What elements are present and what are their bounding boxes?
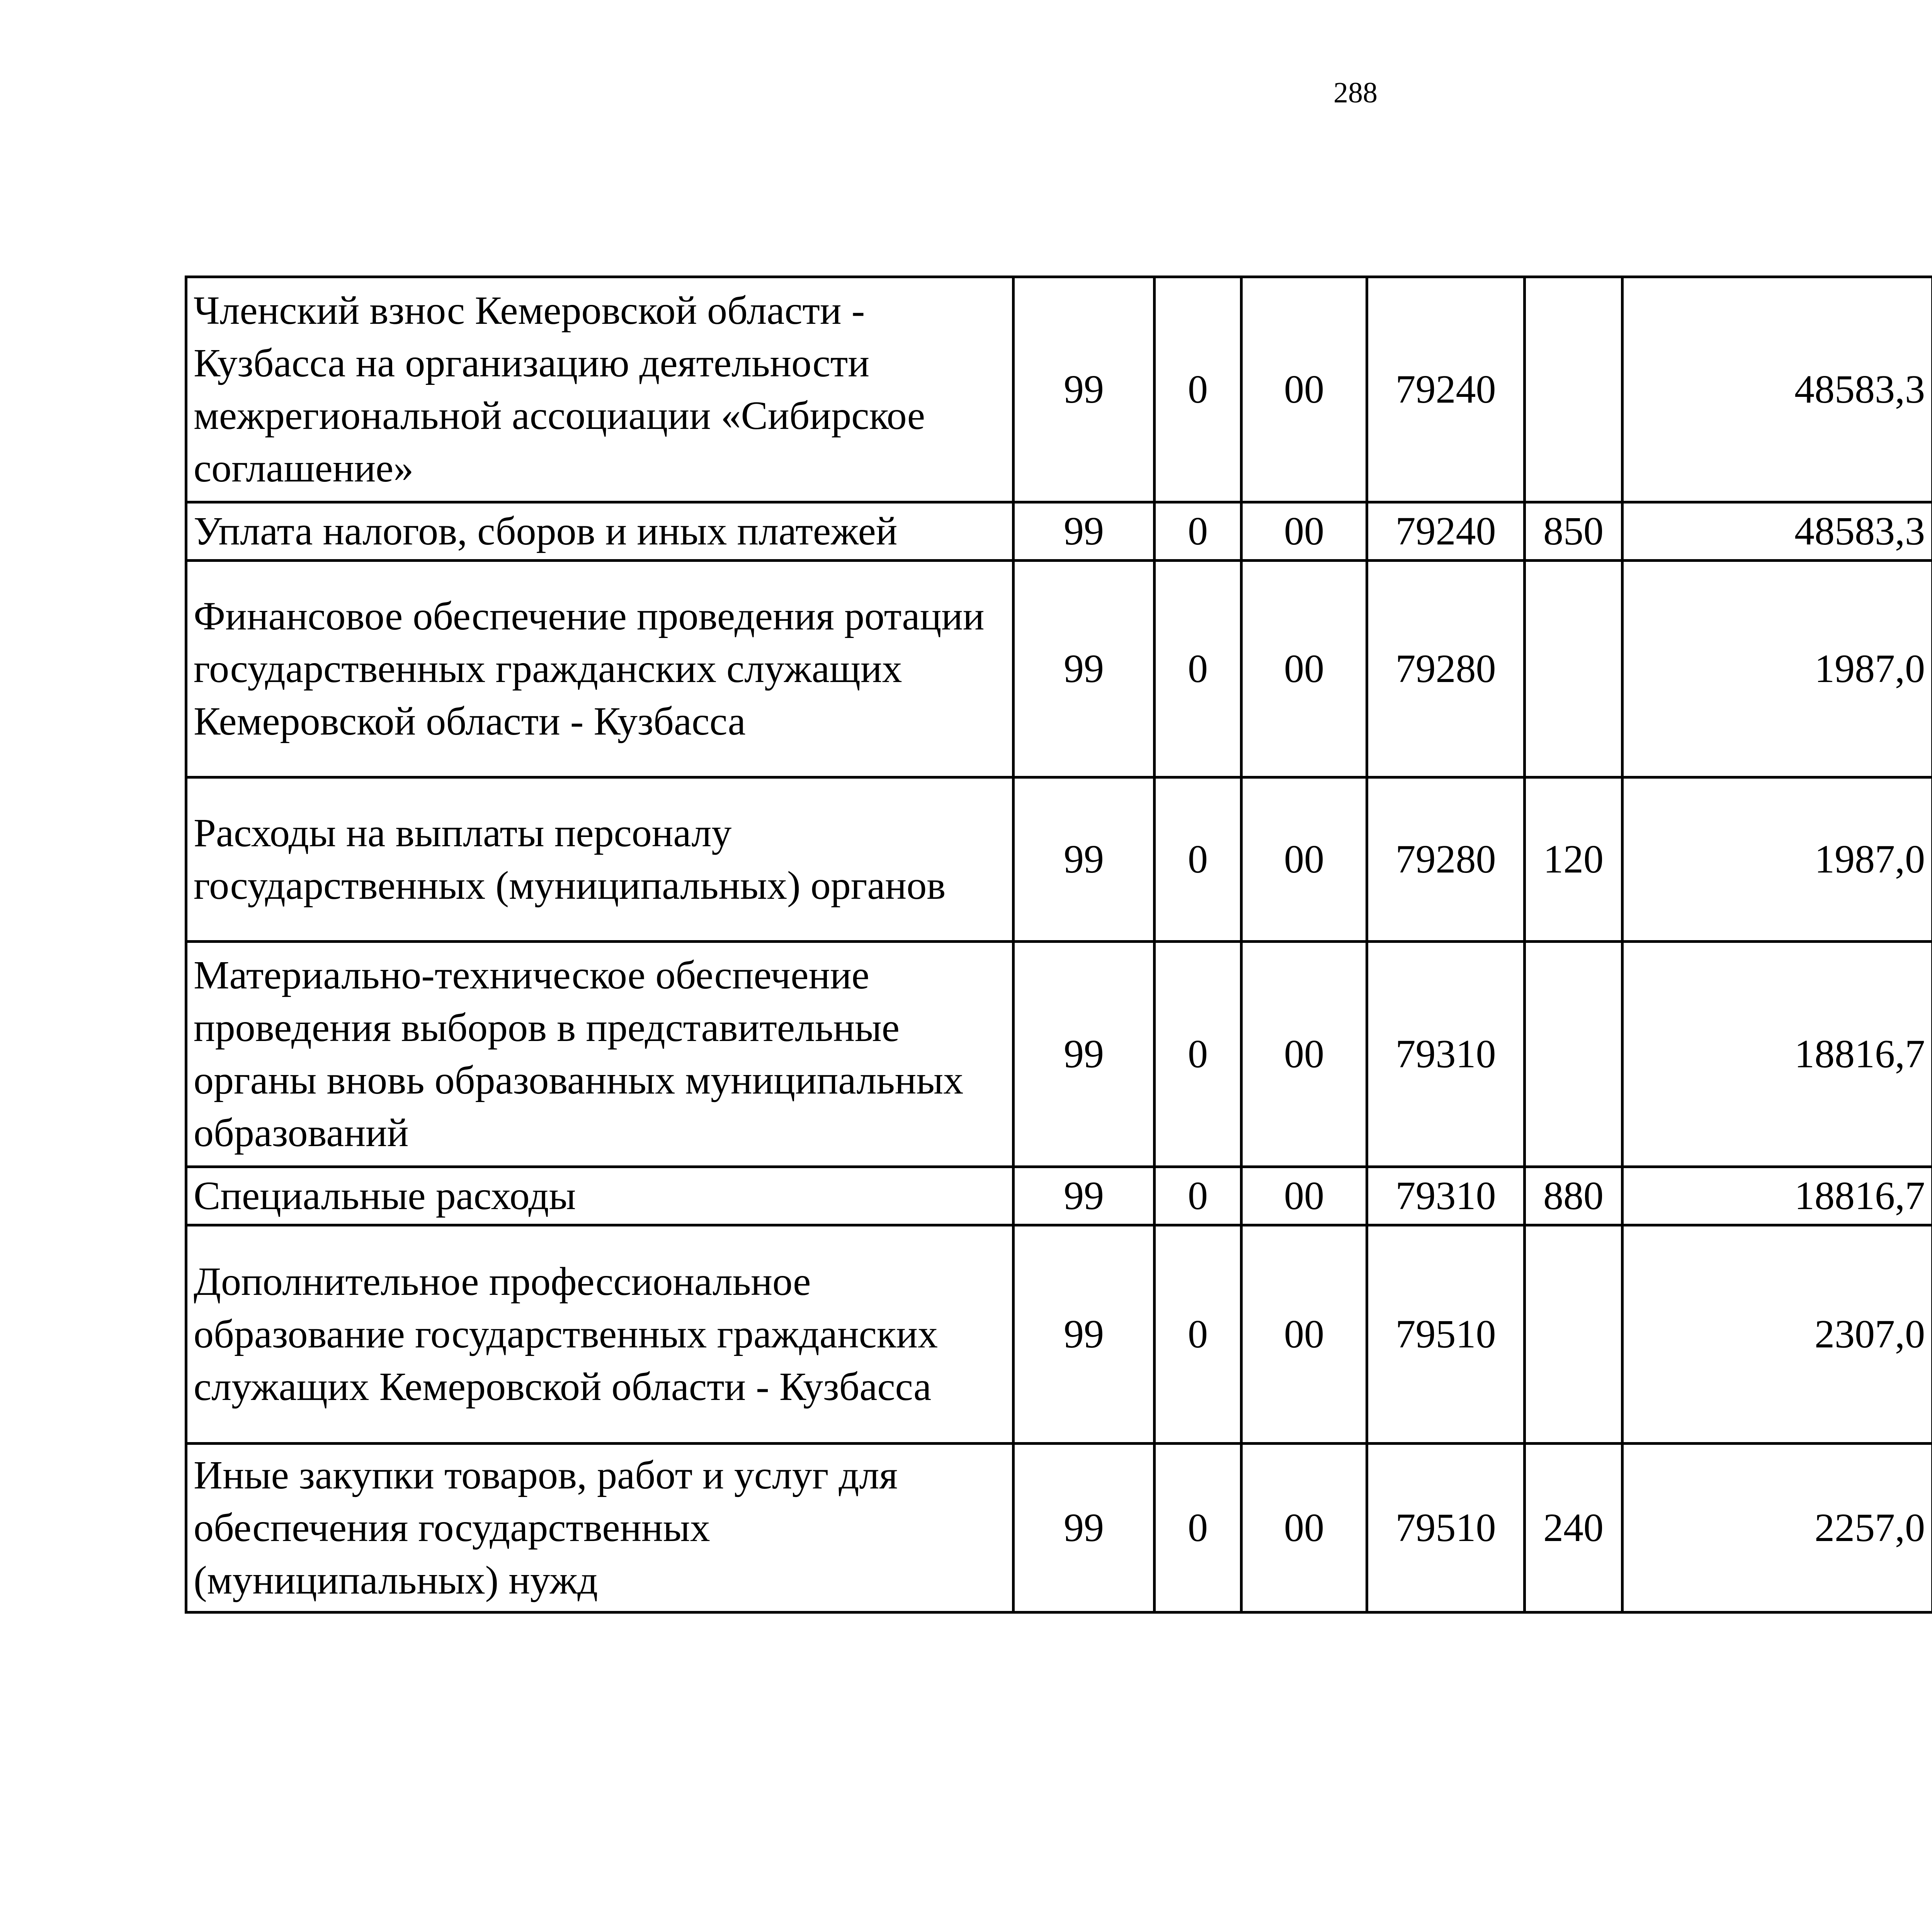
row-name: Финансовое обеспечение проведения ротации государственных гражданских служащих Кемеровской области - Кузбасса	[186, 561, 1014, 777]
direction-code: 00	[1242, 502, 1367, 561]
expense-type	[1525, 942, 1622, 1167]
expense-code: 79310	[1367, 1167, 1525, 1225]
direction-code: 00	[1242, 1225, 1367, 1444]
table-row	[186, 942, 1932, 1167]
expense-code: 79510	[1367, 1225, 1525, 1444]
row-name: Расходы на выплаты персоналу государственных (муниципальных) органов	[186, 777, 1014, 942]
subprogram-code: 0	[1155, 277, 1242, 502]
program-code: 99	[1014, 1444, 1155, 1613]
table-row	[186, 561, 1932, 777]
direction-code: 00	[1242, 277, 1367, 502]
program-code: 99	[1014, 502, 1155, 561]
direction-code: 00	[1242, 561, 1367, 777]
expense-code: 79240	[1367, 502, 1525, 561]
expense-code: 79310	[1367, 942, 1525, 1167]
amount-1: 2307,0	[1622, 1225, 1932, 1444]
table-row	[186, 777, 1932, 942]
amount-1: 18816,7	[1622, 1167, 1932, 1225]
expense-type	[1525, 1225, 1622, 1444]
amount-1: 48583,3	[1622, 277, 1932, 502]
row-name: Материально-техническое обеспечение проведения выборов в представительные органы вновь образованных муниципальных образований	[186, 942, 1014, 1167]
direction-code: 00	[1242, 942, 1367, 1167]
amount-1: 18816,7	[1622, 942, 1932, 1167]
program-code: 99	[1014, 561, 1155, 777]
row-name: Дополнительное профессиональное образование государственных гражданских служащих Кемеровской области - Кузбасса	[186, 1225, 1014, 1444]
direction-code: 00	[1242, 777, 1367, 942]
subprogram-code: 0	[1155, 502, 1242, 561]
amount-1: 1987,0	[1622, 777, 1932, 942]
subprogram-code: 0	[1155, 1167, 1242, 1225]
direction-code: 00	[1242, 1444, 1367, 1613]
expense-code: 79240	[1367, 277, 1525, 502]
expense-type	[1525, 277, 1622, 502]
expense-type	[1525, 561, 1622, 777]
program-code: 99	[1014, 1225, 1155, 1444]
table-row	[186, 502, 1932, 561]
table-row	[186, 277, 1932, 502]
row-name: Уплата налогов, сборов и иных платежей	[186, 502, 1014, 561]
expense-type: 850	[1525, 502, 1622, 561]
direction-code: 00	[1242, 1167, 1367, 1225]
row-name: Иные закупки товаров, работ и услуг для обеспечения государственных (муниципальных) нужд	[186, 1444, 1014, 1613]
expense-type: 880	[1525, 1167, 1622, 1225]
expense-code: 79280	[1367, 561, 1525, 777]
subprogram-code: 0	[1155, 942, 1242, 1167]
subprogram-code: 0	[1155, 777, 1242, 942]
program-code: 99	[1014, 777, 1155, 942]
amount-1: 48583,3	[1622, 502, 1932, 561]
amount-1: 2257,0	[1622, 1444, 1932, 1613]
expense-type: 240	[1525, 1444, 1622, 1613]
subprogram-code: 0	[1155, 1225, 1242, 1444]
program-code: 99	[1014, 942, 1155, 1167]
subprogram-code: 0	[1155, 1444, 1242, 1613]
program-code: 99	[1014, 1167, 1155, 1225]
row-name: Специальные расходы	[186, 1167, 1014, 1225]
budget-table	[185, 276, 1932, 1614]
program-code: 99	[1014, 277, 1155, 502]
table-row	[186, 1167, 1932, 1225]
amount-1: 1987,0	[1622, 561, 1932, 777]
subprogram-code: 0	[1155, 561, 1242, 777]
expense-code: 79280	[1367, 777, 1525, 942]
page-number: 288	[1333, 77, 1378, 109]
table-row	[186, 1225, 1932, 1444]
row-name: Членский взнос Кемеровской области - Кузбасса на организацию деятельности межрегиональной ассоциации «Сибирское соглашение»	[186, 277, 1014, 502]
table-row	[186, 1444, 1932, 1613]
expense-code: 79510	[1367, 1444, 1525, 1613]
expense-type: 120	[1525, 777, 1622, 942]
